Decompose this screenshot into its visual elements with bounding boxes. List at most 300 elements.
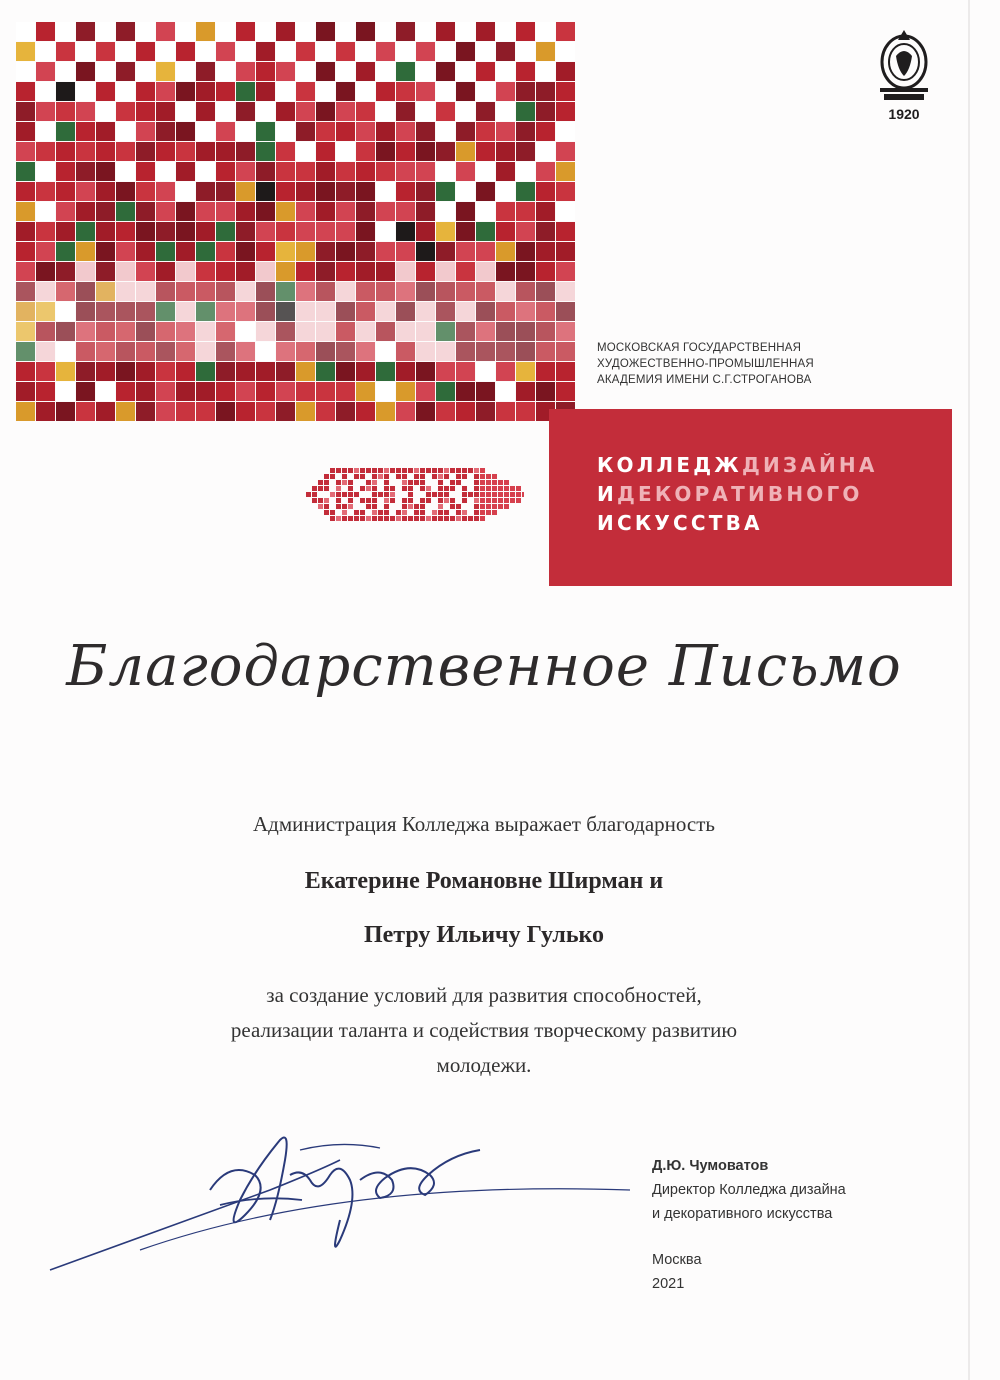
mosaic-cell bbox=[376, 102, 395, 121]
mosaic-cell bbox=[196, 182, 215, 201]
mosaic-cell bbox=[116, 102, 135, 121]
ornament-pixel bbox=[402, 510, 407, 515]
mosaic-cell bbox=[196, 162, 215, 181]
ornament-pixel bbox=[414, 480, 419, 485]
mosaic-cell bbox=[36, 122, 55, 141]
mosaic-cell bbox=[276, 62, 295, 81]
mosaic-cell bbox=[376, 262, 395, 281]
mosaic-cell bbox=[356, 122, 375, 141]
mosaic-cell bbox=[516, 222, 535, 241]
mosaic-cell bbox=[136, 382, 155, 401]
reason-text bbox=[0, 978, 968, 1083]
ornament-arrow-pixel bbox=[480, 492, 485, 497]
ornament-pixel bbox=[456, 510, 461, 515]
mosaic-cell bbox=[256, 202, 275, 221]
mosaic-cell bbox=[316, 62, 335, 81]
mosaic-cell bbox=[496, 162, 515, 181]
mosaic-cell bbox=[396, 62, 415, 81]
mosaic-cell bbox=[316, 362, 335, 381]
mosaic-cell bbox=[236, 362, 255, 381]
ornament-arrow-pixel bbox=[504, 480, 509, 485]
ornament-pixel bbox=[336, 486, 341, 491]
mosaic-cell bbox=[556, 382, 575, 401]
year: 2021 bbox=[652, 1276, 685, 1292]
mosaic-cell bbox=[156, 182, 175, 201]
academy-name-line: ХУДОЖЕСТВЕННО-ПРОМЫШЛЕННАЯ bbox=[597, 358, 814, 370]
mosaic-cell bbox=[176, 402, 195, 421]
mosaic-cell bbox=[376, 182, 395, 201]
ornament-pixel bbox=[342, 480, 347, 485]
ornament-pixel bbox=[408, 498, 413, 503]
reason-line: за создание условий для развития способностей, bbox=[266, 983, 702, 1007]
mosaic-cell bbox=[296, 142, 315, 161]
mosaic-cell bbox=[36, 82, 55, 101]
ornament-pixel bbox=[432, 510, 437, 515]
ornament-arrow-pixel bbox=[480, 516, 485, 521]
mosaic-cell bbox=[276, 102, 295, 121]
mosaic-cell bbox=[136, 222, 155, 241]
mosaic-cell bbox=[76, 122, 95, 141]
ornament-pixel bbox=[306, 492, 311, 497]
ornament-pixel bbox=[462, 516, 467, 521]
mosaic-cell bbox=[536, 122, 555, 141]
mosaic-cell bbox=[116, 42, 135, 61]
college-name-part: ДИЗАЙНА bbox=[741, 453, 878, 477]
mosaic-cell bbox=[136, 202, 155, 221]
mosaic-cell bbox=[516, 162, 535, 181]
mosaic-cell bbox=[496, 242, 515, 261]
ornament-pixel bbox=[432, 492, 437, 497]
mosaic-cell bbox=[56, 102, 75, 121]
mosaic-cell bbox=[536, 222, 555, 241]
mosaic-cell bbox=[376, 22, 395, 41]
mosaic-cell bbox=[516, 122, 535, 141]
ornament-pixel bbox=[360, 486, 365, 491]
mosaic-cell bbox=[16, 362, 35, 381]
mosaic-cell bbox=[536, 202, 555, 221]
mosaic-cell bbox=[396, 362, 415, 381]
mosaic-cell bbox=[276, 142, 295, 161]
ornament-arrow-pixel bbox=[516, 486, 521, 491]
ornament-pixel bbox=[360, 516, 365, 521]
mosaic-cell bbox=[416, 62, 435, 81]
mosaic-cell bbox=[376, 202, 395, 221]
ornament-pixel bbox=[474, 480, 479, 485]
academy-logo bbox=[874, 26, 934, 130]
ornament-pixel bbox=[408, 468, 413, 473]
mosaic-cell bbox=[256, 402, 275, 421]
mosaic-cell bbox=[136, 82, 155, 101]
mosaic-cell bbox=[536, 182, 555, 201]
mosaic-cell bbox=[496, 262, 515, 281]
ornament-arrow-pixel bbox=[486, 480, 491, 485]
ornament-pixel bbox=[426, 468, 431, 473]
mosaic-cell bbox=[156, 42, 175, 61]
mosaic-cell bbox=[336, 62, 355, 81]
mosaic-cell bbox=[356, 202, 375, 221]
ornament-pixel bbox=[456, 516, 461, 521]
mosaic-cell bbox=[76, 62, 95, 81]
mosaic-cell bbox=[476, 142, 495, 161]
ornament-pixel bbox=[402, 480, 407, 485]
college-logo-block bbox=[549, 409, 952, 586]
mosaic-cell bbox=[456, 222, 475, 241]
ornament-pixel bbox=[396, 510, 401, 515]
mosaic-cell bbox=[176, 102, 195, 121]
ornament-pixel bbox=[318, 486, 323, 491]
ornament-arrow-pixel bbox=[486, 510, 491, 515]
mosaic-cell bbox=[216, 22, 235, 41]
ornament-pixel bbox=[324, 486, 329, 491]
ornament-pixel bbox=[462, 474, 467, 479]
ornament-pixel bbox=[444, 516, 449, 521]
ornament-pixel bbox=[450, 480, 455, 485]
mosaic-cell bbox=[416, 42, 435, 61]
mosaic-cell bbox=[436, 182, 455, 201]
mosaic-cell bbox=[356, 362, 375, 381]
mosaic-cell bbox=[416, 222, 435, 241]
mosaic-cell bbox=[276, 262, 295, 281]
ornament-pixel bbox=[426, 492, 431, 497]
mosaic-cell bbox=[56, 42, 75, 61]
ornament-pixel bbox=[420, 468, 425, 473]
mosaic-cell bbox=[456, 82, 475, 101]
mosaic-cell bbox=[456, 262, 475, 281]
ornament-pixel bbox=[378, 474, 383, 479]
mosaic-cell bbox=[476, 42, 495, 61]
mosaic-cell bbox=[536, 162, 555, 181]
mosaic-cell bbox=[276, 22, 295, 41]
ornament-pixel bbox=[390, 498, 395, 503]
mosaic-cell bbox=[396, 42, 415, 61]
mosaic-cell bbox=[336, 202, 355, 221]
ornament-pixel bbox=[348, 504, 353, 509]
mosaic-cell bbox=[236, 202, 255, 221]
mosaic-cell bbox=[296, 82, 315, 101]
mosaic-cell bbox=[496, 362, 515, 381]
mosaic-cell bbox=[56, 242, 75, 261]
mosaic-cell bbox=[216, 382, 235, 401]
ornament-pixel bbox=[474, 504, 479, 509]
mosaic-cell bbox=[516, 202, 535, 221]
signer-position-line: и декоративного искусства bbox=[652, 1206, 833, 1222]
mosaic-cell bbox=[56, 382, 75, 401]
mosaic-cell bbox=[56, 222, 75, 241]
mosaic-cell bbox=[496, 142, 515, 161]
mosaic-cell bbox=[556, 122, 575, 141]
academy-name-line: МОСКОВСКАЯ ГОСУДАРСТВЕННАЯ bbox=[597, 342, 802, 354]
mosaic-cell bbox=[396, 202, 415, 221]
mosaic-cell bbox=[536, 262, 555, 281]
ornament-pixel bbox=[390, 468, 395, 473]
ornament-pixel bbox=[438, 516, 443, 521]
mosaic-cell bbox=[296, 402, 315, 421]
ornament-pixel bbox=[330, 510, 335, 515]
ornament-pixel bbox=[378, 516, 383, 521]
mosaic-cell bbox=[296, 222, 315, 241]
mosaic-cell bbox=[356, 182, 375, 201]
mosaic-cell bbox=[96, 122, 115, 141]
ornament-pixel bbox=[426, 486, 431, 491]
ornament-pixel bbox=[390, 486, 395, 491]
mosaic-cell bbox=[76, 262, 95, 281]
ornament-arrow-pixel bbox=[498, 492, 503, 497]
mosaic-cell bbox=[96, 262, 115, 281]
mosaic-cell bbox=[216, 242, 235, 261]
ornament-pixel bbox=[348, 498, 353, 503]
ornament-pixel bbox=[474, 468, 479, 473]
mosaic-cell bbox=[476, 222, 495, 241]
mosaic-cell bbox=[156, 402, 175, 421]
ornament-pixel bbox=[408, 486, 413, 491]
mosaic-cell bbox=[356, 42, 375, 61]
mosaic-cell bbox=[356, 82, 375, 101]
ornament-pixel bbox=[384, 516, 389, 521]
mosaic-cell bbox=[316, 162, 335, 181]
mosaic-cell bbox=[16, 182, 35, 201]
mosaic-cell bbox=[476, 82, 495, 101]
ornament-pixel bbox=[420, 498, 425, 503]
mosaic-cell bbox=[36, 402, 55, 421]
ornament-pixel bbox=[438, 486, 443, 491]
mosaic-cell bbox=[376, 122, 395, 141]
mosaic-cell bbox=[476, 62, 495, 81]
ornament-pixel bbox=[444, 510, 449, 515]
ornament-arrow-pixel bbox=[486, 474, 491, 479]
ornament-pixel bbox=[348, 516, 353, 521]
mosaic-cell bbox=[476, 22, 495, 41]
mosaic-cell bbox=[56, 362, 75, 381]
mosaic-cell bbox=[476, 262, 495, 281]
mosaic-cell bbox=[36, 242, 55, 261]
mosaic-cell bbox=[416, 82, 435, 101]
mosaic-cell bbox=[196, 222, 215, 241]
mosaic-cell bbox=[76, 222, 95, 241]
ornament-pixel bbox=[330, 492, 335, 497]
mosaic-cell bbox=[236, 142, 255, 161]
mosaic-cell bbox=[16, 262, 35, 281]
college-name-part: ИСКУССТВА bbox=[597, 511, 763, 535]
mosaic-cell bbox=[216, 162, 235, 181]
mosaic-cell bbox=[516, 22, 535, 41]
ornament-pixel bbox=[342, 468, 347, 473]
mosaic-cell bbox=[116, 22, 135, 41]
ornament-arrow-pixel bbox=[486, 486, 491, 491]
mosaic-cell bbox=[476, 182, 495, 201]
mosaic-cell bbox=[36, 142, 55, 161]
mosaic-cell bbox=[56, 22, 75, 41]
mosaic-cell bbox=[216, 102, 235, 121]
mosaic-cell bbox=[396, 402, 415, 421]
ornament-arrow-pixel bbox=[504, 486, 509, 491]
ornament-pixel bbox=[438, 492, 443, 497]
ornament-pixel bbox=[366, 480, 371, 485]
ornament-pixel bbox=[342, 492, 347, 497]
ornament-pixel bbox=[402, 504, 407, 509]
mosaic-cell bbox=[456, 142, 475, 161]
ornament-arrow-pixel bbox=[510, 486, 515, 491]
ornament-arrow-pixel bbox=[498, 486, 503, 491]
mosaic-cell bbox=[476, 242, 495, 261]
mosaic-cell bbox=[336, 82, 355, 101]
ornament-pixel bbox=[366, 504, 371, 509]
ornament-pixel bbox=[462, 486, 467, 491]
mosaic-cell bbox=[196, 142, 215, 161]
ornament-pixel bbox=[330, 468, 335, 473]
mosaic-cell bbox=[536, 62, 555, 81]
mosaic-cell bbox=[56, 262, 75, 281]
mosaic-cell bbox=[436, 382, 455, 401]
ornament-pixel bbox=[312, 498, 317, 503]
ornament-pixel bbox=[420, 480, 425, 485]
mosaic-cell bbox=[376, 402, 395, 421]
mosaic-cell bbox=[116, 222, 135, 241]
ornament-pixel bbox=[366, 516, 371, 521]
ornament-pixel bbox=[360, 468, 365, 473]
mosaic-cell bbox=[436, 122, 455, 141]
mosaic-cell bbox=[136, 242, 155, 261]
mosaic-cell bbox=[156, 262, 175, 281]
mosaic-cell bbox=[456, 402, 475, 421]
mosaic-cell bbox=[76, 362, 95, 381]
academy-emblem-icon bbox=[874, 26, 934, 106]
ornament-arrow-pixel bbox=[486, 492, 491, 497]
ornament-pixel bbox=[384, 492, 389, 497]
city: Москва bbox=[652, 1252, 702, 1268]
mosaic-cell bbox=[476, 122, 495, 141]
mosaic-cell bbox=[116, 122, 135, 141]
mosaic-cell bbox=[156, 122, 175, 141]
mosaic-cell bbox=[336, 362, 355, 381]
mosaic-cell bbox=[16, 242, 35, 261]
ornament-pixel bbox=[426, 516, 431, 521]
mosaic-cell bbox=[216, 182, 235, 201]
mosaic-cell bbox=[556, 202, 575, 221]
mosaic-cell bbox=[276, 402, 295, 421]
mosaic-cell bbox=[116, 82, 135, 101]
mosaic-cell bbox=[196, 402, 215, 421]
ornament-arrow-pixel bbox=[522, 492, 524, 497]
mosaic-cell bbox=[316, 402, 335, 421]
mosaic-cell bbox=[96, 102, 115, 121]
ornament-pixel bbox=[366, 498, 371, 503]
mosaic-cell bbox=[336, 162, 355, 181]
ornament-pixel bbox=[336, 504, 341, 509]
mosaic-cell bbox=[96, 22, 115, 41]
mosaic-cell bbox=[436, 202, 455, 221]
mosaic-cell bbox=[316, 142, 335, 161]
mosaic-cell bbox=[36, 222, 55, 241]
mosaic-cell bbox=[516, 142, 535, 161]
mosaic-cell bbox=[556, 242, 575, 261]
recipient-name: Екатерине Романовне Ширман и bbox=[304, 868, 664, 894]
ornament-arrow-pixel bbox=[504, 504, 509, 509]
mosaic-cell bbox=[356, 142, 375, 161]
mosaic-cell bbox=[196, 382, 215, 401]
mosaic-cell bbox=[16, 22, 35, 41]
ornament-pixel bbox=[432, 468, 437, 473]
ornament-pixel bbox=[444, 474, 449, 479]
mosaic-cell bbox=[496, 402, 515, 421]
mosaic-cell bbox=[396, 82, 415, 101]
mosaic-cell bbox=[496, 62, 515, 81]
ornament-pixel bbox=[474, 486, 479, 491]
ornament-pixel bbox=[378, 492, 383, 497]
mosaic-cell bbox=[196, 102, 215, 121]
ornament-pixel bbox=[402, 516, 407, 521]
mosaic-cell bbox=[256, 222, 275, 241]
mosaic-cell bbox=[536, 142, 555, 161]
mosaic-cell bbox=[416, 262, 435, 281]
mosaic-cell bbox=[296, 382, 315, 401]
mosaic-cell bbox=[96, 402, 115, 421]
ornament-pixel bbox=[342, 474, 347, 479]
ornament-pixel bbox=[474, 510, 479, 515]
mosaic-cell bbox=[196, 62, 215, 81]
ornament-pixel bbox=[396, 516, 401, 521]
mosaic-cell bbox=[296, 362, 315, 381]
mosaic-cell bbox=[96, 62, 115, 81]
mosaic-cell bbox=[156, 142, 175, 161]
ornament-pixel bbox=[450, 516, 455, 521]
mosaic-cell bbox=[96, 202, 115, 221]
mosaic-cell bbox=[436, 262, 455, 281]
mosaic-light-band bbox=[16, 282, 576, 362]
ornament-pixel bbox=[474, 516, 479, 521]
mosaic-cell bbox=[176, 382, 195, 401]
mosaic-cell bbox=[136, 22, 155, 41]
mosaic-cell bbox=[16, 42, 35, 61]
mosaic-cell bbox=[316, 182, 335, 201]
mosaic-cell bbox=[256, 22, 275, 41]
mosaic-cell bbox=[136, 162, 155, 181]
mosaic-cell bbox=[216, 202, 235, 221]
mosaic-cell bbox=[456, 62, 475, 81]
mosaic-cell bbox=[236, 62, 255, 81]
mosaic-cell bbox=[336, 122, 355, 141]
mosaic-cell bbox=[456, 162, 475, 181]
mosaic-cell bbox=[36, 262, 55, 281]
mosaic-cell bbox=[556, 222, 575, 241]
mosaic-cell bbox=[76, 142, 95, 161]
mosaic-cell bbox=[556, 82, 575, 101]
ornament-pixel bbox=[420, 486, 425, 491]
mosaic-cell bbox=[276, 242, 295, 261]
ornament-arrow-pixel bbox=[498, 504, 503, 509]
mosaic-cell bbox=[96, 162, 115, 181]
ornament-arrow-pixel bbox=[504, 492, 509, 497]
mosaic-cell bbox=[316, 222, 335, 241]
mosaic-cell bbox=[296, 62, 315, 81]
mosaic-cell bbox=[36, 62, 55, 81]
mosaic-cell bbox=[96, 382, 115, 401]
mosaic-cell bbox=[336, 222, 355, 241]
ornament-arrow-pixel bbox=[492, 480, 497, 485]
mosaic-cell bbox=[436, 242, 455, 261]
ornament-pixel bbox=[348, 492, 353, 497]
mosaic-cell bbox=[476, 102, 495, 121]
mosaic-cell bbox=[296, 22, 315, 41]
mosaic-cell bbox=[176, 142, 195, 161]
ornament-pixel bbox=[450, 486, 455, 491]
mosaic-cell bbox=[296, 262, 315, 281]
mosaic-cell bbox=[356, 62, 375, 81]
mosaic-cell bbox=[216, 402, 235, 421]
mosaic-cell bbox=[316, 382, 335, 401]
mosaic-cell bbox=[356, 22, 375, 41]
mosaic-cell bbox=[396, 102, 415, 121]
ornament-pixel bbox=[468, 516, 473, 521]
